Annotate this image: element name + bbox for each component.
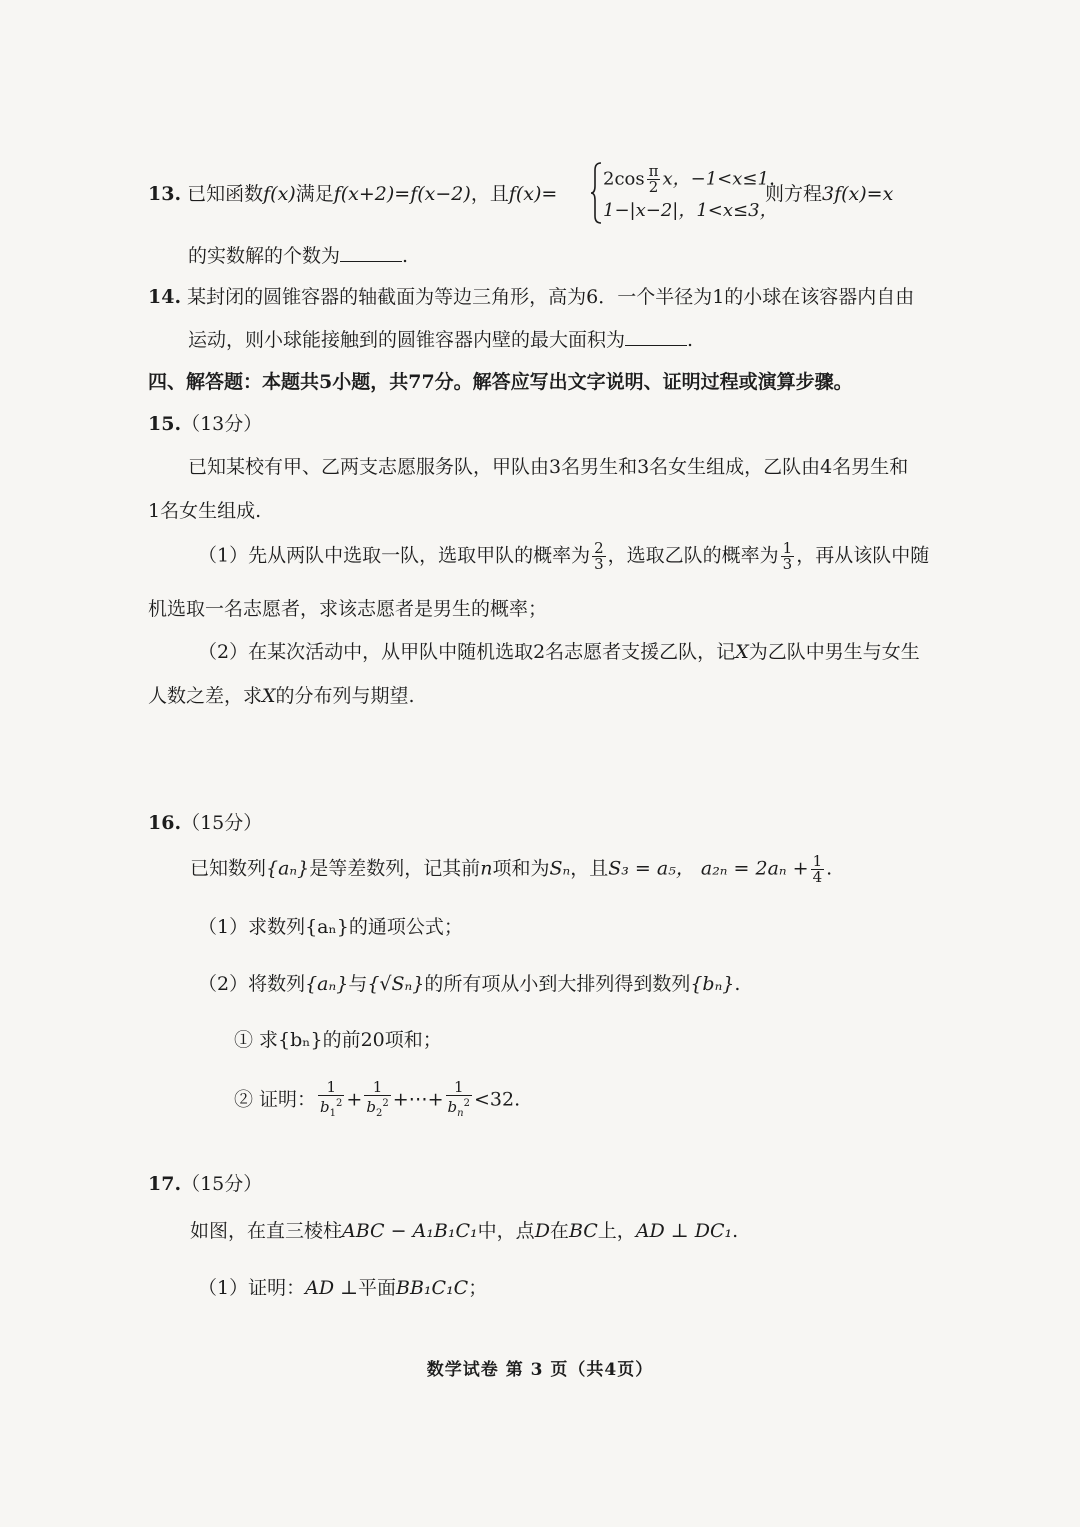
q17-sub1: （1）证明：AD ⊥平面BB₁C₁C； xyxy=(198,1277,488,1299)
section-heading: 四、解答题：本题共5小题，共77分。解答应写出文字说明、证明过程或演算步骤。 xyxy=(148,371,853,393)
q17-header: 17.（15分） xyxy=(148,1173,263,1195)
piecewise-case-2: 1−|x−2|，1<x≤3， xyxy=(603,200,778,221)
q16-item2: ② 证明： $\frac{1}{b_1^2}$ + $\frac{1}{b_2^2}$ +⋯+ $\frac{1}{b_n^2}$ <32. xyxy=(234,1078,521,1119)
page-footer: 数学试卷 第 3 页（共4页） xyxy=(426,1360,654,1380)
answer-blank xyxy=(625,327,687,346)
q15-sub1: （1）先从两队中选取一队，选取甲队的概率为 $\frac{2}{3}$ ，选取乙队的概率为 $\frac{1}{3}$ ，再从该队中随 xyxy=(198,539,930,573)
q14-number: 14. xyxy=(148,286,182,308)
q15-sub2: （2）在某次活动中，从甲队中随机选取2名志愿者支援乙队，记X为乙队中男生与女生 xyxy=(198,641,920,663)
piecewise-brace xyxy=(590,162,602,224)
q16-header: 16.（15分） xyxy=(148,812,263,834)
q15-header: 15.（13分） xyxy=(148,413,263,435)
q15-para1: 已知某校有甲、乙两支志愿服务队，甲队由3名男生和3名女生组成，乙队由4名男生和 xyxy=(188,456,909,478)
q13-number: 13. xyxy=(148,183,182,205)
answer-blank xyxy=(340,243,402,262)
q16-para1: 已知数列{aₙ}是等差数列，记其前n项和为Sₙ，且S₃ = a₅， a₂ₙ = 2aₙ + $\frac{1}{4}$ . xyxy=(190,852,833,886)
q17-para1: 如图，在直三棱柱ABC − A₁B₁C₁中，点D在BC上，AD ⊥ DC₁. xyxy=(190,1220,739,1242)
q16-item1: ① 求{bₙ}的前20项和； xyxy=(234,1029,442,1051)
q16-sub2: （2）将数列{aₙ}与{√Sₙ}的所有项从小到大排列得到数列{bₙ}. xyxy=(198,973,741,995)
q15-sub1-cont: 机选取一名志愿者，求该志愿者是男生的概率； xyxy=(148,598,548,620)
q13-line2: 的实数解的个数为 . xyxy=(188,245,409,267)
piecewise-case-1: 2cos $\frac{\pi}{2}$ x，−1<x≤1， xyxy=(603,162,787,196)
q15-para2: 1名女生组成. xyxy=(148,500,262,522)
q16-sub1: （1）求数列{aₙ}的通项公式； xyxy=(198,916,463,938)
q13-line1-tail: 则方程3f(x)=x xyxy=(765,183,894,205)
q14-line1: 14. 某封闭的圆锥容器的轴截面为等边三角形，高为6．一个半径为1的小球在该容器内自由 xyxy=(148,286,915,308)
q13-line1: 13. 已知函数f(x)满足f(x+2)=f(x−2)，且f(x)= xyxy=(148,183,558,205)
q15-sub2-cont: 人数之差，求X的分布列与期望. xyxy=(148,685,415,707)
q14-line2: 运动，则小球能接触到的圆锥容器内壁的最大面积为 . xyxy=(188,329,694,351)
